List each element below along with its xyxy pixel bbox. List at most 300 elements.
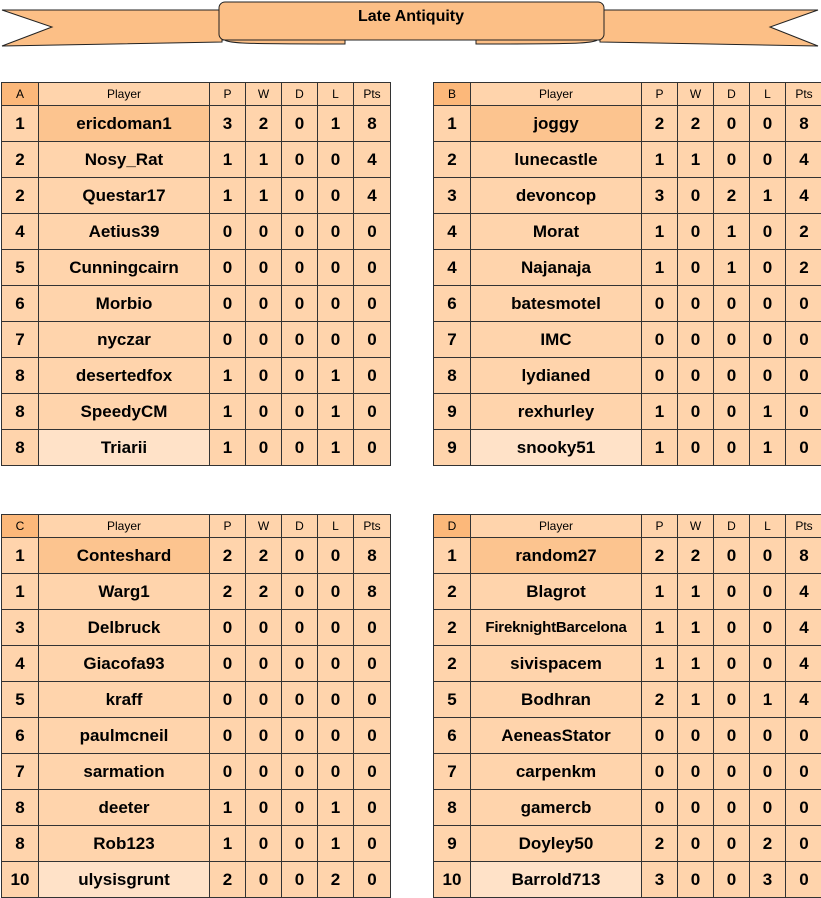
lost-cell: 0 (750, 574, 786, 610)
rank-cell: 4 (2, 214, 39, 250)
rank-cell: 1 (2, 574, 39, 610)
won-cell: 0 (678, 322, 714, 358)
played-cell: 0 (210, 718, 246, 754)
group-letter: D (434, 515, 471, 538)
table-row (434, 286, 821, 322)
table-row (2, 322, 391, 358)
won-cell: 0 (678, 718, 714, 754)
rank-cell: 2 (434, 574, 471, 610)
table-row (2, 610, 391, 646)
played-cell: 0 (210, 250, 246, 286)
won-cell: 0 (678, 790, 714, 826)
points-cell: 4 (786, 142, 821, 178)
player-name: SpeedyCM (39, 394, 210, 430)
table-header-row (2, 515, 391, 538)
column-header-won: W (246, 515, 282, 538)
points-cell: 0 (354, 862, 391, 898)
player-name: batesmotel (471, 286, 642, 322)
drawn-cell: 0 (282, 394, 318, 430)
drawn-cell: 0 (282, 610, 318, 646)
column-header-won: W (678, 515, 714, 538)
lost-cell: 0 (750, 610, 786, 646)
table-row (434, 718, 821, 754)
column-header-lost: L (318, 515, 354, 538)
player-name: Cunningcairn (39, 250, 210, 286)
points-cell: 0 (786, 790, 821, 826)
drawn-cell: 0 (714, 322, 750, 358)
won-cell: 0 (678, 862, 714, 898)
rank-cell: 1 (2, 538, 39, 574)
played-cell: 1 (210, 790, 246, 826)
rank-cell: 8 (434, 358, 471, 394)
rank-cell: 10 (434, 862, 471, 898)
lost-cell: 0 (318, 322, 354, 358)
column-header-points: Pts (786, 515, 821, 538)
won-cell: 1 (678, 142, 714, 178)
column-header-player: Player (39, 515, 210, 538)
lost-cell: 0 (318, 250, 354, 286)
table-row (434, 214, 821, 250)
drawn-cell: 0 (282, 250, 318, 286)
rank-cell: 9 (434, 394, 471, 430)
table-row (2, 430, 391, 466)
table-row (434, 106, 821, 142)
played-cell: 1 (210, 142, 246, 178)
points-cell: 0 (786, 430, 821, 466)
rank-cell: 2 (434, 142, 471, 178)
played-cell: 1 (642, 646, 678, 682)
player-name: Giacofa93 (39, 646, 210, 682)
rank-cell: 7 (434, 754, 471, 790)
player-name: sarmation (39, 754, 210, 790)
played-cell: 3 (210, 106, 246, 142)
rank-cell: 5 (2, 250, 39, 286)
rank-cell: 6 (434, 718, 471, 754)
won-cell: 0 (246, 610, 282, 646)
drawn-cell: 0 (282, 718, 318, 754)
rank-cell: 8 (2, 358, 39, 394)
won-cell: 1 (678, 610, 714, 646)
played-cell: 1 (210, 178, 246, 214)
points-cell: 4 (354, 178, 391, 214)
table-header-row (434, 515, 821, 538)
page-title: Late Antiquity (357, 8, 465, 25)
rank-cell: 2 (2, 178, 39, 214)
played-cell: 0 (642, 358, 678, 394)
lost-cell: 0 (318, 754, 354, 790)
points-cell: 4 (786, 178, 821, 214)
table-row (2, 826, 391, 862)
lost-cell: 0 (318, 574, 354, 610)
group-table (433, 82, 821, 466)
points-cell: 4 (786, 574, 821, 610)
table-row (434, 682, 821, 718)
played-cell: 1 (210, 826, 246, 862)
drawn-cell: 0 (282, 322, 318, 358)
lost-cell: 0 (750, 646, 786, 682)
player-name: paulmcneil (39, 718, 210, 754)
won-cell: 0 (678, 430, 714, 466)
drawn-cell: 0 (714, 718, 750, 754)
drawn-cell: 0 (714, 358, 750, 394)
points-cell: 0 (786, 286, 821, 322)
column-header-points: Pts (354, 83, 391, 106)
table-row (434, 790, 821, 826)
drawn-cell: 0 (282, 214, 318, 250)
rank-cell: 2 (434, 646, 471, 682)
rank-cell: 1 (434, 538, 471, 574)
drawn-cell: 0 (282, 682, 318, 718)
table-row (2, 790, 391, 826)
rank-cell: 9 (434, 430, 471, 466)
played-cell: 0 (210, 214, 246, 250)
points-cell: 0 (354, 646, 391, 682)
lost-cell: 0 (750, 322, 786, 358)
won-cell: 0 (246, 250, 282, 286)
played-cell: 2 (642, 682, 678, 718)
player-name: ulysisgrunt (39, 862, 210, 898)
won-cell: 0 (246, 214, 282, 250)
played-cell: 0 (210, 754, 246, 790)
won-cell: 0 (678, 754, 714, 790)
lost-cell: 0 (318, 178, 354, 214)
drawn-cell: 0 (282, 358, 318, 394)
won-cell: 1 (246, 142, 282, 178)
points-cell: 0 (786, 322, 821, 358)
table-row (2, 214, 391, 250)
player-name: AeneasStator (471, 718, 642, 754)
table-row (2, 178, 391, 214)
won-cell: 2 (678, 538, 714, 574)
table-row (434, 862, 821, 898)
points-cell: 4 (786, 646, 821, 682)
group-d-standings (433, 514, 821, 898)
points-cell: 2 (786, 214, 821, 250)
player-name: Morat (471, 214, 642, 250)
rank-cell: 8 (2, 430, 39, 466)
group-letter: B (434, 83, 471, 106)
player-name: ericdoman1 (39, 106, 210, 142)
drawn-cell: 0 (282, 754, 318, 790)
won-cell: 0 (678, 178, 714, 214)
table-header-row (434, 83, 821, 106)
banner-left-tail (2, 10, 222, 46)
drawn-cell: 0 (714, 754, 750, 790)
table-row (434, 250, 821, 286)
group-a-standings (1, 82, 390, 466)
points-cell: 0 (354, 682, 391, 718)
player-name: snooky51 (471, 430, 642, 466)
rank-cell: 9 (434, 826, 471, 862)
points-cell: 0 (786, 394, 821, 430)
drawn-cell: 0 (714, 790, 750, 826)
group-table (1, 514, 391, 898)
rank-cell: 8 (434, 790, 471, 826)
won-cell: 0 (678, 250, 714, 286)
played-cell: 0 (210, 682, 246, 718)
played-cell: 2 (642, 826, 678, 862)
rank-cell: 8 (2, 394, 39, 430)
lost-cell: 0 (318, 214, 354, 250)
rank-cell: 8 (2, 790, 39, 826)
column-header-drawn: D (282, 83, 318, 106)
rank-cell: 1 (2, 106, 39, 142)
table-row (2, 106, 391, 142)
lost-cell: 1 (318, 826, 354, 862)
points-cell: 0 (354, 250, 391, 286)
player-name: Blagrot (471, 574, 642, 610)
column-header-played: P (642, 515, 678, 538)
table-row (434, 538, 821, 574)
column-header-played: P (642, 83, 678, 106)
rank-cell: 4 (434, 214, 471, 250)
table-row (2, 646, 391, 682)
drawn-cell: 0 (714, 142, 750, 178)
drawn-cell: 0 (282, 142, 318, 178)
column-header-played: P (210, 83, 246, 106)
drawn-cell: 0 (714, 574, 750, 610)
points-cell: 0 (354, 826, 391, 862)
lost-cell: 0 (750, 718, 786, 754)
rank-cell: 6 (2, 286, 39, 322)
player-name: Najanaja (471, 250, 642, 286)
won-cell: 2 (246, 574, 282, 610)
won-cell: 0 (246, 394, 282, 430)
player-name: Nosy_Rat (39, 142, 210, 178)
lost-cell: 2 (318, 862, 354, 898)
drawn-cell: 0 (282, 574, 318, 610)
player-name: lydianed (471, 358, 642, 394)
won-cell: 1 (678, 574, 714, 610)
player-name: carpenkm (471, 754, 642, 790)
table-row (2, 574, 391, 610)
played-cell: 1 (642, 394, 678, 430)
won-cell: 0 (678, 214, 714, 250)
table-row (2, 718, 391, 754)
lost-cell: 0 (750, 286, 786, 322)
column-header-points: Pts (354, 515, 391, 538)
drawn-cell: 0 (714, 430, 750, 466)
table-row (434, 646, 821, 682)
played-cell: 0 (210, 610, 246, 646)
played-cell: 1 (642, 610, 678, 646)
drawn-cell: 0 (714, 610, 750, 646)
rank-cell: 5 (2, 682, 39, 718)
won-cell: 0 (246, 286, 282, 322)
won-cell: 0 (246, 862, 282, 898)
points-cell: 0 (354, 358, 391, 394)
lost-cell: 0 (318, 286, 354, 322)
points-cell: 8 (354, 574, 391, 610)
played-cell: 0 (210, 646, 246, 682)
drawn-cell: 0 (282, 106, 318, 142)
drawn-cell: 0 (282, 430, 318, 466)
rank-cell: 8 (2, 826, 39, 862)
player-name: desertedfox (39, 358, 210, 394)
column-header-drawn: D (714, 515, 750, 538)
table-row (2, 682, 391, 718)
group-table (1, 82, 391, 466)
player-name: Warg1 (39, 574, 210, 610)
player-name: joggy (471, 106, 642, 142)
points-cell: 0 (786, 826, 821, 862)
player-name: Questar17 (39, 178, 210, 214)
won-cell: 1 (678, 646, 714, 682)
lost-cell: 1 (750, 178, 786, 214)
played-cell: 3 (642, 178, 678, 214)
player-name: kraff (39, 682, 210, 718)
rank-cell: 3 (434, 178, 471, 214)
player-name: FireknightBarcelona (471, 610, 642, 646)
column-header-player: Player (471, 515, 642, 538)
lost-cell: 0 (750, 214, 786, 250)
player-name: Bodhran (471, 682, 642, 718)
banner-right-tail (600, 10, 818, 46)
player-name: IMC (471, 322, 642, 358)
table-row (2, 250, 391, 286)
lost-cell: 0 (318, 682, 354, 718)
column-header-player: Player (471, 83, 642, 106)
column-header-player: Player (39, 83, 210, 106)
drawn-cell: 0 (282, 646, 318, 682)
played-cell: 1 (642, 250, 678, 286)
player-name: devoncop (471, 178, 642, 214)
column-header-lost: L (750, 515, 786, 538)
lost-cell: 0 (318, 538, 354, 574)
rank-cell: 6 (2, 718, 39, 754)
player-name: rexhurley (471, 394, 642, 430)
won-cell: 0 (246, 682, 282, 718)
lost-cell: 1 (318, 394, 354, 430)
drawn-cell: 0 (714, 106, 750, 142)
lost-cell: 0 (318, 718, 354, 754)
table-row (2, 538, 391, 574)
table-row (2, 754, 391, 790)
played-cell: 1 (642, 142, 678, 178)
lost-cell: 1 (318, 430, 354, 466)
drawn-cell: 1 (714, 214, 750, 250)
won-cell: 0 (246, 646, 282, 682)
table-row (434, 394, 821, 430)
rank-cell: 7 (2, 754, 39, 790)
drawn-cell: 0 (714, 682, 750, 718)
table-row (2, 394, 391, 430)
lost-cell: 1 (750, 682, 786, 718)
lost-cell: 1 (318, 790, 354, 826)
column-header-lost: L (318, 83, 354, 106)
points-cell: 4 (786, 610, 821, 646)
played-cell: 0 (642, 322, 678, 358)
drawn-cell: 0 (282, 790, 318, 826)
won-cell: 1 (246, 178, 282, 214)
table-row (434, 826, 821, 862)
points-cell: 0 (354, 394, 391, 430)
player-name: Delbruck (39, 610, 210, 646)
won-cell: 2 (246, 106, 282, 142)
lost-cell: 0 (750, 790, 786, 826)
played-cell: 2 (642, 538, 678, 574)
rank-cell: 4 (2, 646, 39, 682)
played-cell: 0 (642, 286, 678, 322)
drawn-cell: 1 (714, 250, 750, 286)
points-cell: 0 (354, 322, 391, 358)
lost-cell: 0 (750, 358, 786, 394)
lost-cell: 0 (750, 142, 786, 178)
player-name: Conteshard (39, 538, 210, 574)
rank-cell: 7 (434, 322, 471, 358)
points-cell: 0 (786, 718, 821, 754)
table-row (434, 754, 821, 790)
drawn-cell: 0 (282, 178, 318, 214)
points-cell: 8 (354, 106, 391, 142)
won-cell: 0 (678, 358, 714, 394)
drawn-cell: 0 (714, 826, 750, 862)
points-cell: 0 (786, 754, 821, 790)
lost-cell: 1 (750, 394, 786, 430)
player-name: deeter (39, 790, 210, 826)
points-cell: 4 (354, 142, 391, 178)
points-cell: 8 (786, 106, 821, 142)
won-cell: 0 (246, 718, 282, 754)
lost-cell: 1 (318, 358, 354, 394)
table-row (434, 574, 821, 610)
group-letter: C (2, 515, 39, 538)
played-cell: 3 (642, 862, 678, 898)
column-header-drawn: D (282, 515, 318, 538)
points-cell: 0 (786, 358, 821, 394)
played-cell: 1 (642, 430, 678, 466)
played-cell: 1 (210, 358, 246, 394)
played-cell: 1 (210, 430, 246, 466)
player-name: Triarii (39, 430, 210, 466)
column-header-won: W (246, 83, 282, 106)
drawn-cell: 0 (282, 862, 318, 898)
played-cell: 2 (210, 862, 246, 898)
player-name: random27 (471, 538, 642, 574)
column-header-drawn: D (714, 83, 750, 106)
drawn-cell: 2 (714, 178, 750, 214)
lost-cell: 0 (750, 538, 786, 574)
points-cell: 0 (354, 286, 391, 322)
table-row (434, 322, 821, 358)
drawn-cell: 0 (714, 286, 750, 322)
lost-cell: 0 (318, 610, 354, 646)
played-cell: 2 (642, 106, 678, 142)
drawn-cell: 0 (282, 538, 318, 574)
table-row (2, 142, 391, 178)
player-name: Barrold713 (471, 862, 642, 898)
played-cell: 2 (210, 574, 246, 610)
points-cell: 8 (354, 538, 391, 574)
points-cell: 0 (354, 214, 391, 250)
won-cell: 0 (246, 430, 282, 466)
player-name: Aetius39 (39, 214, 210, 250)
table-row (434, 178, 821, 214)
won-cell: 1 (678, 682, 714, 718)
table-row (434, 358, 821, 394)
lost-cell: 0 (750, 250, 786, 286)
player-name: sivispacem (471, 646, 642, 682)
player-name: Doyley50 (471, 826, 642, 862)
drawn-cell: 0 (282, 826, 318, 862)
points-cell: 0 (354, 430, 391, 466)
column-header-lost: L (750, 83, 786, 106)
rank-cell: 2 (2, 142, 39, 178)
group-c-standings (1, 514, 390, 898)
player-name: Morbio (39, 286, 210, 322)
rank-cell: 2 (434, 610, 471, 646)
rank-cell: 5 (434, 682, 471, 718)
